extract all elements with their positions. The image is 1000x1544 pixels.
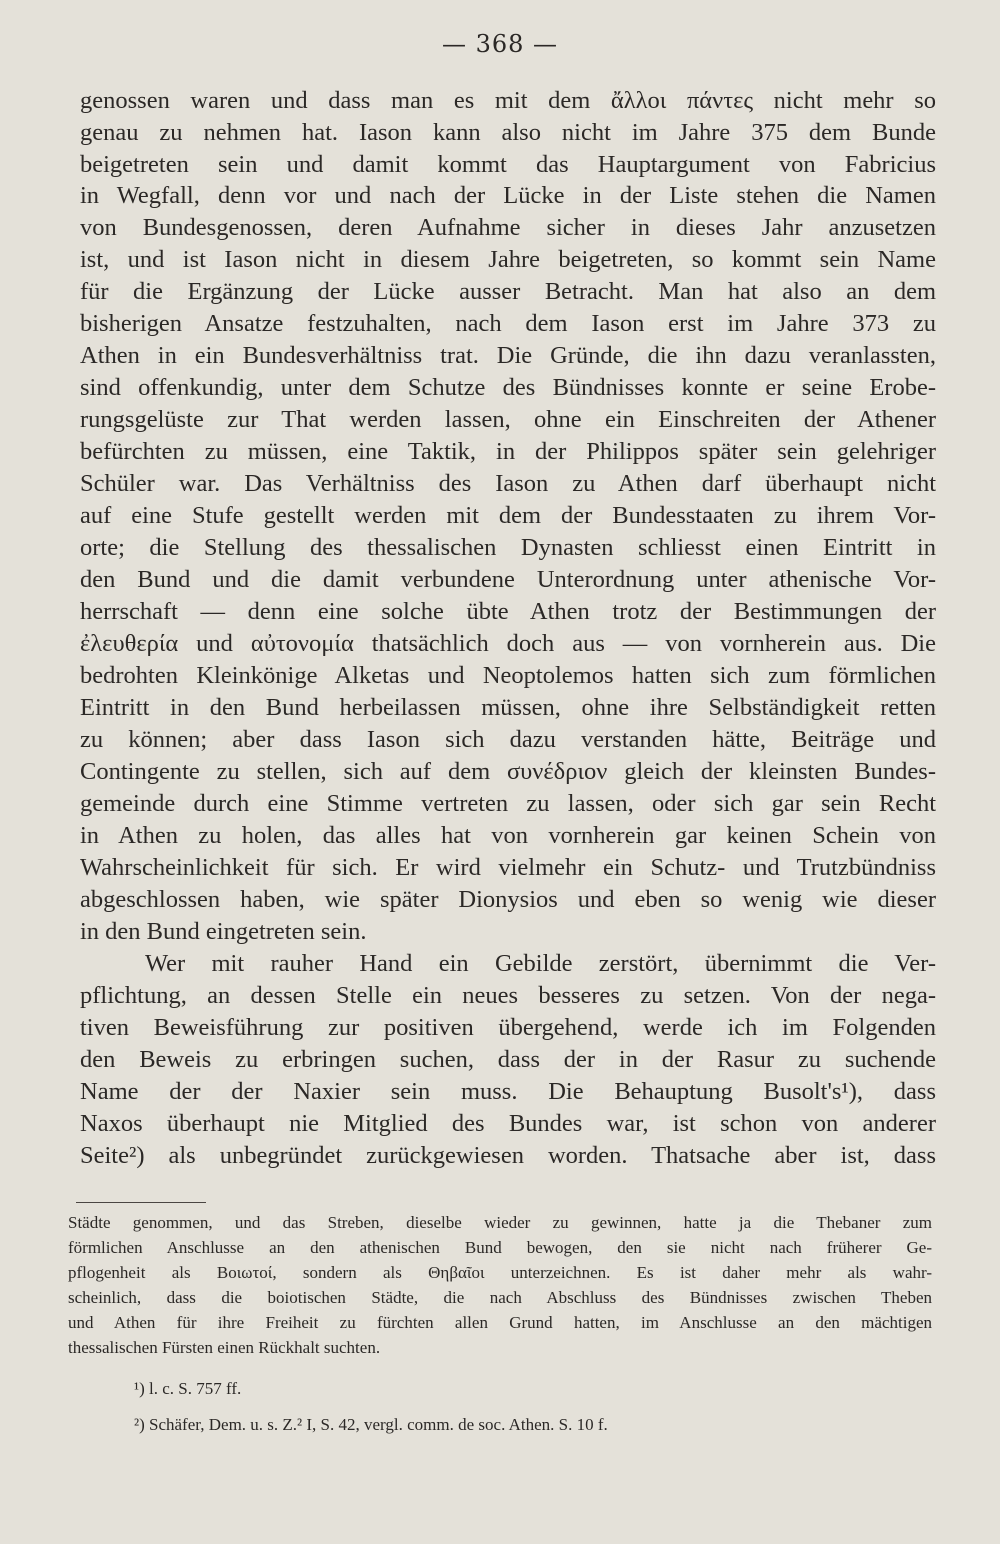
body-line: zu können; aber dass Iason sich dazu verstanden hätte, Beiträge und <box>80 726 936 753</box>
footnote-line: pflogenheit als Βοιωτοί, sondern als Θηβαῖοι unterzeichnen. Es ist daher mehr als wahr- <box>68 1263 932 1282</box>
body-line: herrschaft — denn eine solche übte Athen trotz der Bestimmungen der <box>80 598 936 625</box>
body-line: Contingente zu stellen, sich auf dem συνέδριον gleich der kleinsten Bundes- <box>80 758 936 785</box>
footnote-line: scheinlich, dass die boiotischen Städte, die nach Abschluss des Bündnisses zwischen Theben <box>68 1288 932 1307</box>
body-line: Eintritt in den Bund herbeilassen müssen, ohne ihre Selbständigkeit retten <box>80 694 936 721</box>
body-line: Wer mit rauher Hand ein Gebilde zerstört, übernimmt die Ver- <box>145 950 936 977</box>
body-line: genau zu nehmen hat. Iason kann also nicht im Jahre 375 dem Bunde <box>80 119 936 146</box>
body-line: Athen in ein Bundesverhältniss trat. Die Gründe, die ihn dazu veranlassten, <box>80 342 936 369</box>
body-line: den Bund und die damit verbundene Unterordnung unter athenische Vor- <box>80 566 936 593</box>
body-line: ist, und ist Iason nicht in diesem Jahre beigetreten, so kommt sein Name <box>80 246 936 273</box>
body-line: von Bundesgenossen, deren Aufnahme sicher in dieses Jahr anzusetzen <box>80 214 936 241</box>
body-line: Schüler war. Das Verhältniss des Iason zu Athen darf überhaupt nicht <box>80 470 936 497</box>
body-line: genossen waren und dass man es mit dem ἄλλοι πάντες nicht mehr so <box>80 87 936 114</box>
footnote-line: förmlichen Anschlusse an den athenischen Bund bewogen, den sie nicht nach früherer Ge- <box>68 1238 932 1257</box>
footnote-separator <box>76 1202 206 1203</box>
body-line: Naxos überhaupt nie Mitglied des Bundes war, ist schon von anderer <box>80 1110 936 1137</box>
body-line: orte; die Stellung des thessalischen Dynasten schliesst einen Eintritt in <box>80 534 936 561</box>
footnote-line: thessalischen Fürsten einen Rückhalt suchten. <box>68 1338 381 1357</box>
body-line: in den Bund eingetreten sein. <box>80 918 367 945</box>
body-line: bedrohten Kleinkönige Alketas und Neoptolemos hatten sich zum förmlichen <box>80 662 936 689</box>
footnote-reference: ¹) l. c. S. 757 ff. <box>134 1379 242 1398</box>
body-line: den Beweis zu erbringen suchen, dass der in der Rasur zu suchende <box>80 1046 936 1073</box>
body-line: ἐλευθερία und αὐτονομία thatsächlich doch aus — von vornherein aus. Die <box>80 630 936 657</box>
body-line: sind offenkundig, unter dem Schutze des Bündnisses konnte er seine Erobe- <box>80 374 936 401</box>
body-line: rungsgelüste zur That werden lassen, ohne ein Einschreiten der Athener <box>80 406 936 433</box>
body-line: gemeinde durch eine Stimme vertreten zu lassen, oder sich gar sein Recht <box>80 790 936 817</box>
body-line: abgeschlossen haben, wie später Dionysios und eben so wenig wie dieser <box>80 886 936 913</box>
body-line: in Wegfall, denn vor und nach der Lücke in der Liste stehen die Namen <box>80 182 936 209</box>
body-line: befürchten zu müssen, eine Taktik, in der Philippos später sein gelehriger <box>80 438 936 465</box>
body-line: in Athen zu holen, das alles hat von vornherein gar keinen Schein von <box>80 822 936 849</box>
body-line: pflichtung, an dessen Stelle ein neues besseres zu setzen. Von der nega- <box>80 982 936 1009</box>
body-line: für die Ergänzung der Lücke ausser Betracht. Man hat also an dem <box>80 278 936 305</box>
body-line: Wahrscheinlichkeit für sich. Er wird vielmehr ein Schutz- und Trutzbündniss <box>80 854 936 881</box>
body-line: auf eine Stufe gestellt werden mit dem der Bundesstaaten zu ihrem Vor- <box>80 502 936 529</box>
body-line: tiven Beweisführung zur positiven übergehend, werde ich im Folgenden <box>80 1014 936 1041</box>
footnote-line: Städte genommen, und das Streben, dieselbe wieder zu gewinnen, hatte ja die Thebaner zum <box>68 1213 932 1232</box>
footnote-line: und Athen für ihre Freiheit zu fürchten allen Grund hatten, im Anschlusse an den mächtigen <box>68 1313 932 1332</box>
body-line: bisherigen Ansatze festzuhalten, nach dem Iason erst im Jahre 373 zu <box>80 310 936 337</box>
page-number: — 368 — <box>441 30 559 58</box>
body-line: Name der der Naxier sein muss. Die Behauptung Busolt's¹), dass <box>80 1078 936 1105</box>
footnote-reference: ²) Schäfer, Dem. u. s. Z.² I, S. 42, vergl. comm. de soc. Athen. S. 10 f. <box>134 1415 608 1434</box>
body-line: beigetreten sein und damit kommt das Hauptargument von Fabricius <box>80 151 936 178</box>
body-line: Seite²) als unbegründet zurückgewiesen worden. Thatsache aber ist, dass <box>80 1142 936 1169</box>
